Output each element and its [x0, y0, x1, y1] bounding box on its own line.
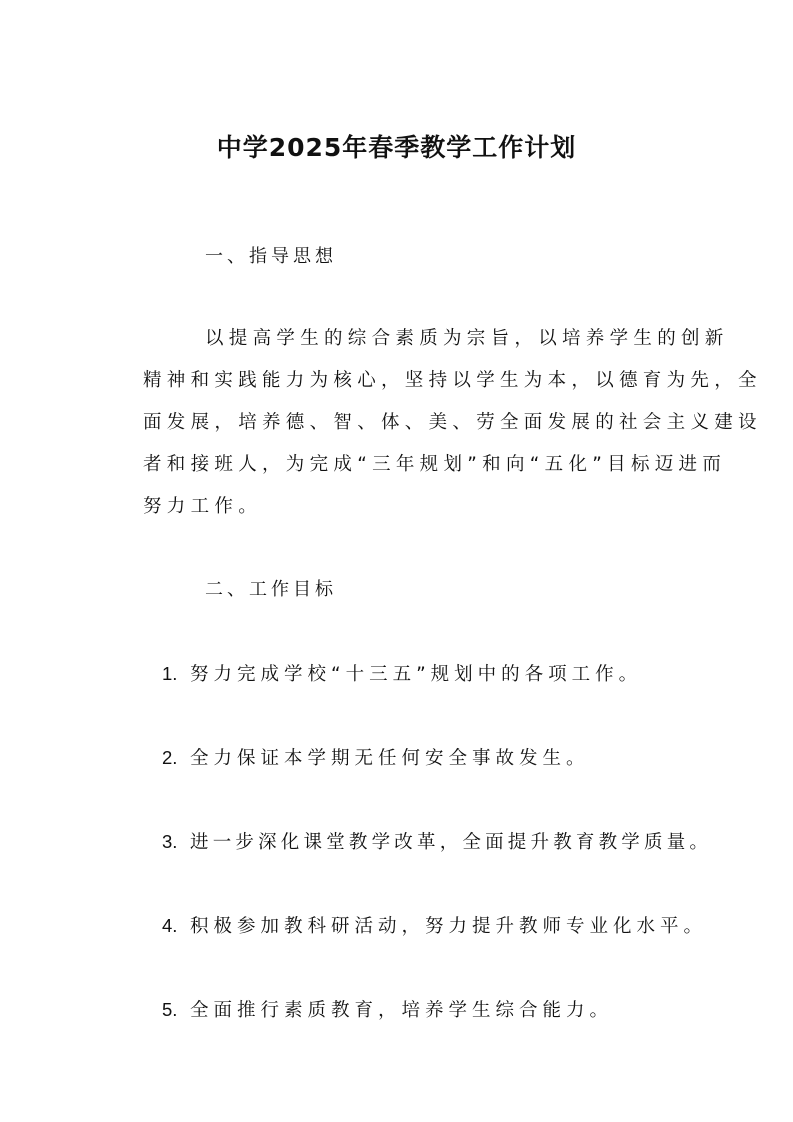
list-text: 全力保证本学期无任何安全事故发生。 — [190, 748, 590, 769]
paragraph-line: 面发展，培养德、智、体、美、劳全面发展的社会主义建设 — [143, 412, 762, 433]
document-title: 中学2025年春季教学工作计划 — [216, 133, 577, 162]
list-number: 4. — [162, 915, 178, 936]
section-heading-work-goals: 二、工作目标 — [205, 579, 337, 600]
paragraph-line: 努力工作。 — [143, 496, 263, 517]
paragraph-line: 者和接班人，为完成“三年规划”和向“五化”目标迈进而 — [143, 454, 727, 475]
list-item — [162, 660, 642, 686]
list-item — [162, 744, 590, 770]
list-number: 1. — [162, 663, 178, 684]
list-text: 进一步深化课堂教学改革，全面提升教育教学质量。 — [190, 832, 713, 853]
paragraph-line: 以提高学生的综合素质为宗旨，以培养学生的创新 — [205, 328, 729, 349]
list-number: 3. — [162, 831, 178, 852]
list-number: 5. — [162, 999, 178, 1020]
list-text: 努力完成学校“十三五”规划中的各项工作。 — [190, 664, 643, 685]
list-number: 2. — [162, 747, 178, 768]
section-heading-guiding-ideology: 一、指导思想 — [205, 246, 337, 267]
list-item — [162, 828, 712, 854]
list-item — [162, 996, 613, 1022]
list-text: 全面推行素质教育，培养学生综合能力。 — [190, 1000, 614, 1021]
list-item — [162, 912, 707, 938]
list-text: 积极参加教科研活动，努力提升教师专业化水平。 — [190, 916, 708, 937]
paragraph-line: 精神和实践能力为核心，坚持以学生为本，以德育为先，全 — [143, 370, 762, 391]
